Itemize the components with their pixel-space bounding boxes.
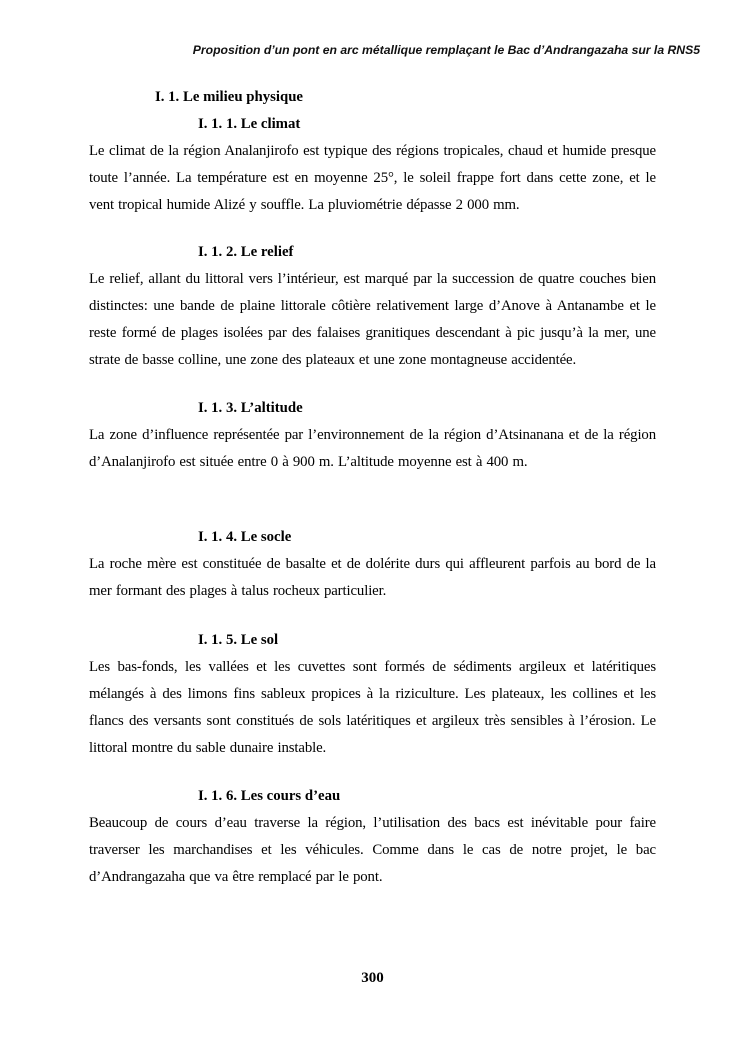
page-number: 300	[361, 970, 384, 986]
page-content	[89, 84, 656, 891]
section-heading-milieu-physique: I. 1. Le milieu physique	[155, 89, 303, 105]
section-paragraph-climat: Le climat de la région Analanjirofo est typique des régions tropicales, chaud et humide presque toute l’année. La température est en moyenne 25°, le soleil frappe fort dans cette zone, et le vent tropical humide Alizé y souffle. La pluviométrie dépasse 2 000 mm.	[89, 143, 656, 213]
section-paragraph-sol: Les bas-fonds, les vallées et les cuvettes sont formés de sédiments argileux et latéritiques mélangés à des limons fins sableux propices à la riziculture. Les plateaux, les collines et les flancs des versants sont constitués de sols latéritiques et argileux très sensibles à l’érosion. Le littoral montre du sable dunaire instable.	[89, 659, 656, 756]
section-paragraph-cours-eau: Beaucoup de cours d’eau traverse la région, l’utilisation des bacs est inévitable pour faire traverser les marchandises et les véhicules. Comme dans le cas de notre projet, le bac d’Andrangazaha que va être remplacé par le pont.	[89, 815, 656, 885]
section-heading-relief: I. 1. 2. Le relief	[198, 244, 294, 260]
section-heading-sol: I. 1. 5. Le sol	[198, 632, 279, 648]
section-heading-altitude: I. 1. 3. L’altitude	[198, 400, 303, 416]
running-header: Proposition d’un pont en arc métallique remplaçant le Bac d’Andrangazaha sur la RNS5	[192, 43, 700, 57]
section-paragraph-relief: Le relief, allant du littoral vers l’intérieur, est marqué par la succession de quatre couches bien distinctes: une bande de plaine littorale côtière relativement large d’Anove à Antanambe et le reste formé de plages isolées par des falaises granitiques descendant à pic jusqu’à la mer, une strate de basse colline, une zone des plateaux et une zone montagneuse accidentée.	[89, 271, 656, 368]
section-paragraph-altitude: La zone d’influence représentée par l’environnement de la région d’Atsinanana et de la région d’Analanjirofo est située entre 0 à 900 m. L’altitude moyenne est à 400 m.	[89, 427, 656, 470]
section-heading-cours-eau: I. 1. 6. Les cours d’eau	[198, 788, 341, 804]
section-heading-socle: I. 1. 4. Le socle	[198, 529, 292, 545]
section-paragraph-socle: La roche mère est constituée de basalte et de dolérite durs qui affleurent parfois au bord de la mer formant des plages à talus rocheux particulier.	[89, 556, 656, 599]
section-heading-climat: I. 1. 1. Le climat	[198, 116, 301, 132]
